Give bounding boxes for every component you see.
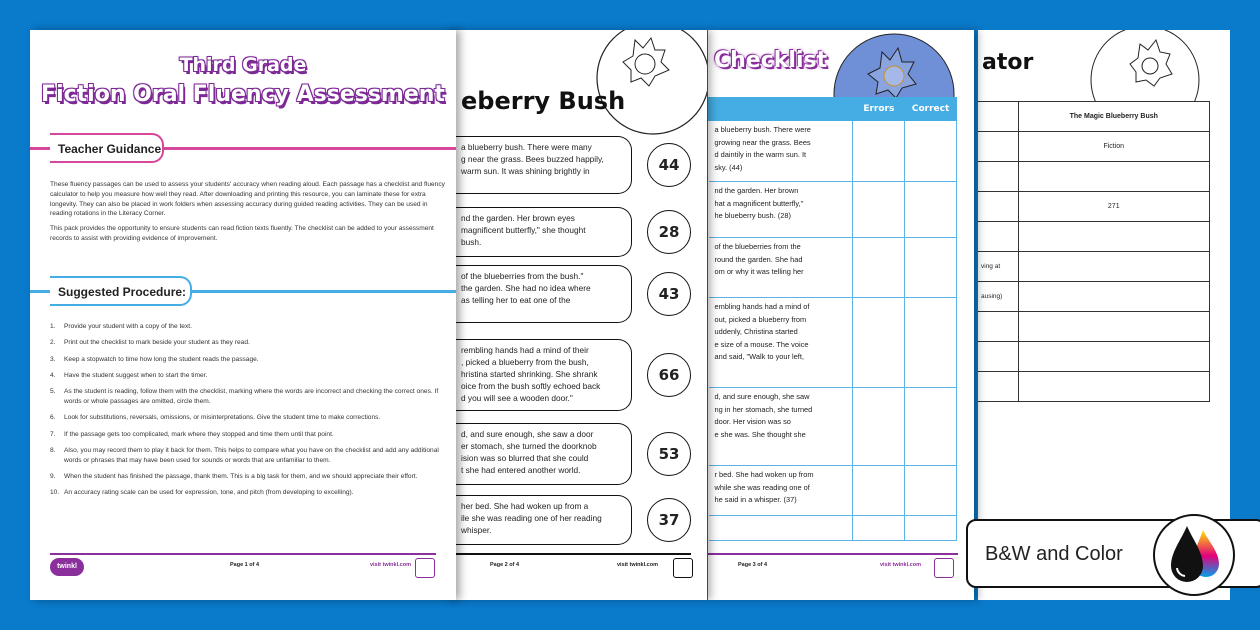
title-line-2: Fiction Oral Fluency Assessment [41,82,445,107]
twinkl-logo: twinkl [50,558,84,576]
errors-cell[interactable] [853,121,905,182]
quality-badge-icon [415,558,435,578]
column-header [709,98,853,121]
calculator-row [978,312,1210,342]
correct-cell[interactable] [905,238,957,298]
calculator-row [978,192,1210,222]
value-cell: 271 [1018,192,1210,222]
passage-line: warm sun. It was shining brightly in [461,166,590,176]
passage-line: d, and sure enough, she saw [714,392,810,401]
page-3-checklist [708,30,974,600]
step-text: When the student has finished the passage, thank them. This is a big task for them, and we should appreciate their effort. [64,472,418,480]
passage-line: g near the grass. Bees buzzed happily, [461,154,604,164]
procedure-step [50,355,446,365]
ink-drops-icon [1153,514,1235,596]
blueberry-outline-icon [585,30,707,140]
correct-cell[interactable] [905,466,957,516]
passage-line: he blueberry bush. (28) [714,211,791,220]
step-text: Also, you may record them to play it back for them. This helps to compare what you have on the checklist and add any additional words or phrases that may have been used for sounds or words that are unfamiliar to them. [64,446,439,464]
passage-line: rembling hands had a mind of their [461,345,589,355]
page-3-title: Checklist [714,48,828,73]
errors-cell[interactable] [853,516,905,541]
errors-cell[interactable] [853,298,905,388]
label-cell: ausing) [978,282,1018,312]
passage-line: embling hands had a mind of [714,302,810,311]
label-cell [978,342,1018,372]
errors-cell[interactable] [853,466,905,516]
passage-line: a blueberry bush. There were many [461,142,592,152]
procedure-step [50,430,446,440]
passage-line: nd the garden. Her brown eyes [461,213,575,223]
word-count-circle: 43 [647,272,691,316]
checklist-row [709,121,957,182]
site-link[interactable]: visit twinkl.com [617,562,658,568]
passage-line: , picked a blueberry from the bush, [461,357,589,367]
value-cell [1018,252,1210,282]
passage-cell [709,182,853,238]
errors-cell[interactable] [853,238,905,298]
passage-line: as telling her to eat one of the [461,295,571,305]
value-cell [1018,372,1210,402]
value-cell: The Magic Blueberry Bush [1018,102,1210,132]
value-cell: Fiction [1018,132,1210,162]
passage-line: r bed. She had woken up from [714,470,814,479]
passage-line: while she was reading one of [714,482,810,492]
correct-cell[interactable] [905,388,957,466]
passage-line: door. Her vision was so [714,417,791,426]
step-text: Have the student suggest when to start the timer. [64,371,208,379]
step-number: 8. [50,446,56,454]
passage-cell [709,388,853,466]
passage-line: om or why it was telling her [714,267,804,276]
procedure-step [50,371,446,381]
label-cell [978,192,1018,222]
passage-line: ision was so blurred that she could [461,453,589,463]
checklist-row [709,388,957,466]
passage-line: ile she was reading one of her reading [461,513,602,523]
passage-line: a blueberry bush. There were [714,125,811,134]
step-number: 6. [50,414,56,422]
value-cell [1018,312,1210,342]
passage-line: round the garden. She had [714,254,803,264]
fluency-calculator-table [978,101,1210,402]
step-number: 3. [50,355,56,363]
teacher-guidance-text [50,180,446,249]
calculator-row [978,102,1210,132]
label-cell [978,102,1018,132]
passage-line: sky. (44) [714,162,743,172]
passage-box [445,423,632,485]
value-cell [1018,342,1210,372]
correct-cell[interactable] [905,298,957,388]
passage-cell [709,516,853,541]
passage-line: the garden. She had no idea where [461,283,591,293]
step-text: An accuracy rating scale can be used for expression, tone, and pitch (from developing to excelling). [64,489,354,497]
correct-cell[interactable] [905,182,957,238]
calculator-row [978,222,1210,252]
procedure-step [50,446,446,466]
teacher-guidance-heading: Teacher Guidance [50,133,164,163]
calculator-row [978,162,1210,192]
passage-cell [709,466,853,516]
word-count-circle: 66 [647,353,691,397]
footer-line [708,553,958,555]
step-text: If the passage gets too complicated, mark where they stopped and time them until that point. [64,430,334,438]
correct-header: Correct [905,98,957,121]
passage-line: of the blueberries from the [714,242,801,251]
checklist-row [709,466,957,516]
word-count-circle: 53 [647,432,691,476]
step-number: 4. [50,371,56,379]
procedure-step [50,387,446,407]
blueberry-outline-icon [1090,30,1200,102]
procedure-heading: Suggested Procedure: [50,276,192,306]
site-link[interactable]: visit twinkl.com [370,562,411,568]
passage-line: hat a magnificent butterfly," [714,198,804,208]
step-text: Provide your student with a copy of the text. [64,323,192,330]
calculator-row [978,372,1210,402]
procedure-step [50,488,446,498]
word-count-circle: 37 [647,498,691,542]
procedure-list [50,322,446,505]
passage-line: e she was. She thought she [714,429,806,439]
procedure-step [50,322,446,332]
passage-line: d you will see a wooden door." [461,393,573,403]
step-number: 2. [50,339,56,347]
passage-box [445,495,632,545]
quality-badge-icon [934,558,954,578]
passage-cell [709,238,853,298]
step-text: Keep a stopwatch to time how long the student reads the passage. [64,355,259,363]
calculator-row [978,282,1210,312]
page-number: Page 3 of 4 [738,562,768,568]
site-link[interactable]: visit twinkl.com [880,562,921,568]
label-cell [978,132,1018,162]
passage-box [445,265,632,323]
passage-line: hristina started shrinking. She shrank [461,369,598,379]
page-4-title: ator [982,50,1034,75]
page-number: Page 2 of 4 [490,562,520,568]
passage-line: e size of a mouse. The voice [714,339,809,349]
errors-cell[interactable] [853,182,905,238]
passage-line: he said in a whisper. (37) [714,495,797,504]
page-number: Page 1 of 4 [230,562,260,568]
passage-line: bush. [461,237,482,247]
label-cell [978,162,1018,192]
step-number: 7. [50,430,56,438]
checklist-table [708,97,957,541]
blueberry-color-icon [832,32,957,102]
procedure-step [50,413,446,423]
step-number: 10. [50,489,60,497]
passage-box [445,339,632,411]
procedure-step [50,472,446,482]
passage-line: growing near the grass. Bees [714,137,811,147]
step-text: As the student is reading, follow them with the checklist, marking where the words are incorrect and checking the correct ones. If words or whole passages are omitted, circle them. [64,388,439,405]
passage-line: out, picked a blueberry from [714,314,807,324]
passage-line: t she had entered another world. [461,465,581,475]
passage-line: and said, "Walk to your left, [714,352,804,361]
footer-line [50,553,436,555]
quality-badge-icon [673,558,693,578]
label-cell [978,312,1018,342]
footer-line [445,553,691,555]
passage-line: er stomach, she turned the doorknob [461,441,597,451]
paragraph: These fluency passages can be used to assess your students' accuracy when reading aloud. Each passage has a checklist and fluency calculator to help you measure how well they read. After downloading and printing this resource, you can laminate these for extra longevity. They can also be placed in work folders when assessing accuracy during guided reading activities. They can be used in reading rotations in the Literacy Corner. [50,181,445,218]
page-2-passage [445,30,707,600]
label-cell: ving at [978,252,1018,282]
calculator-row [978,132,1210,162]
passage-line: her bed. She had woken up from a [461,501,589,511]
step-number: 5. [50,388,56,396]
label-cell [978,372,1018,402]
step-text: Look for substitutions, reversals, omissions, or misinterpretations. Give the student time to make corrections. [64,414,381,422]
title-line-1: Third Grade [179,54,307,76]
page-1-teacher-guidance [30,30,456,600]
passage-line: d daintily in the warm sun. It [714,150,807,159]
correct-cell[interactable] [905,121,957,182]
passage-line: d, and sure enough, she saw a door [461,429,594,439]
passage-line: uddenly, Christina started [714,327,798,336]
passage-line: oice from the bush softly echoed back [461,381,601,391]
errors-header: Errors [853,98,905,121]
passage-cell [709,121,853,182]
correct-cell[interactable] [905,516,957,541]
checklist-row [709,182,957,238]
step-number: 9. [50,472,56,480]
step-text: Print out the checklist to mark beside your student as they read. [64,339,250,347]
procedure-step [50,338,446,348]
checklist-row [709,298,957,388]
calculator-row [978,252,1210,282]
checklist-row [709,516,957,541]
label-cell [978,222,1018,252]
paragraph: This pack provides the opportunity to ensure students can read fiction texts fluently. The checklist can be added to your assessment records to assist with providing evidence of improvement. [50,225,434,242]
passage-cell [709,298,853,388]
step-number: 1. [50,323,56,330]
value-cell [1018,222,1210,252]
passage-line: whisper. [461,525,492,535]
passage-line: ng in her stomach, she turned [714,404,813,414]
value-cell [1018,282,1210,312]
badge-label: B&W and Color [985,543,1123,565]
passage-line: magnificent butterfly," she thought [461,225,586,235]
word-count-circle: 28 [647,210,691,254]
word-count-circle: 44 [647,143,691,187]
passage-box [445,207,632,257]
passage-box [445,136,632,194]
passage-line: of the blueberries from the bush." [461,271,584,281]
passage-line: nd the garden. Her brown [714,186,799,195]
page-2-title: eberry Bush [461,87,626,115]
value-cell [1018,162,1210,192]
checklist-row [709,238,957,298]
errors-cell[interactable] [853,388,905,466]
calculator-row [978,342,1210,372]
